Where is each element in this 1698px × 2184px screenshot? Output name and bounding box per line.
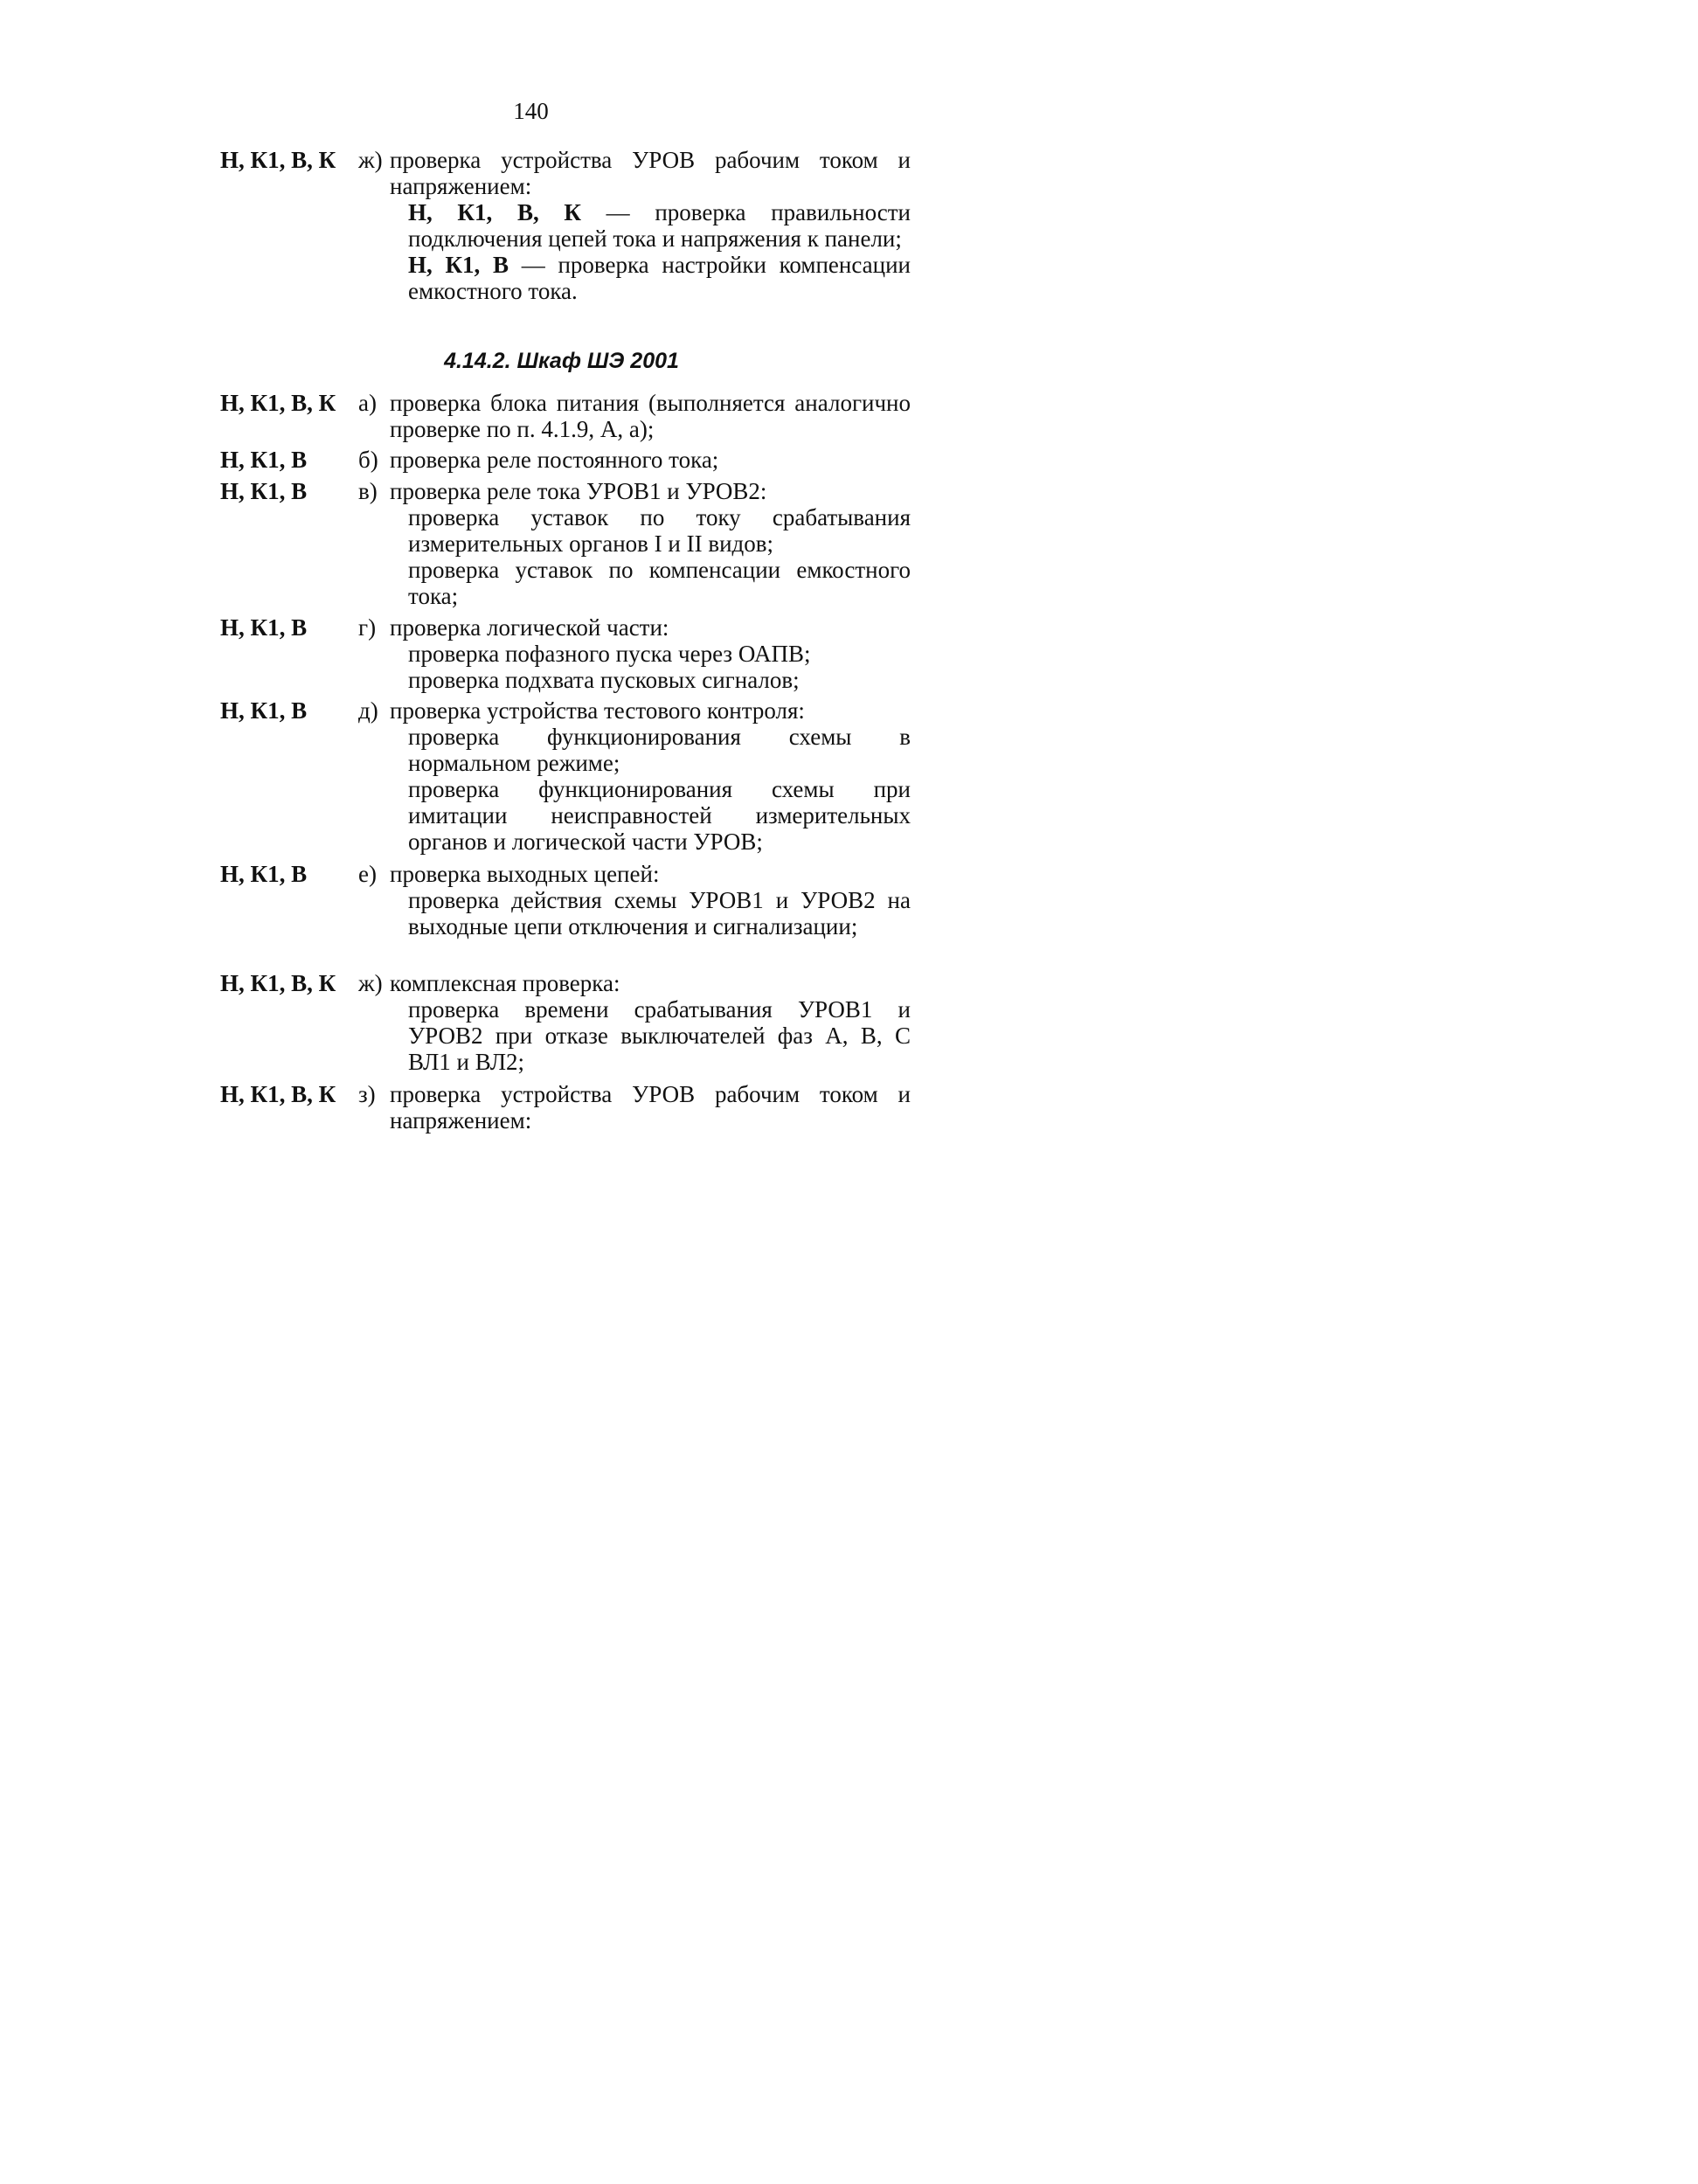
list-item: [220, 447, 911, 473]
entry-letter: г): [358, 614, 377, 641]
entry-text: проверка реле постоянного тока;: [390, 447, 719, 473]
sub-item-text: — проверка настройки компенсации емкостного тока.: [408, 252, 911, 304]
entry-codes: Н, К1, В: [220, 861, 308, 887]
list-item: [220, 861, 911, 939]
list-item: [220, 970, 911, 1075]
entry-letter: ж): [358, 147, 383, 173]
entry-codes: Н, К1, В, К: [220, 1081, 336, 1107]
entry-letter: з): [358, 1081, 376, 1107]
list-item: [220, 697, 911, 855]
entry-codes: Н, К1, В: [220, 447, 308, 473]
sub-item: проверка подхвата пусковых сигналов;: [408, 667, 800, 693]
entry-text: комплексная проверка:: [390, 970, 620, 996]
entry-letter: а): [358, 390, 377, 416]
entry-codes: Н, К1, В: [220, 697, 308, 724]
entry-codes: Н, К1, В, К: [220, 970, 336, 996]
entry-text: проверка устройства тестового контроля:: [390, 697, 805, 724]
list-item: [220, 614, 911, 693]
entry-letter: в): [358, 478, 378, 504]
entry-text: проверка блока питания (выполняется аналогично проверке по п. 4.1.9, А, а);: [390, 390, 911, 442]
list-item: [220, 147, 911, 304]
sub-item: проверка уставок по току срабатывания измерительных органов I и II видов;: [408, 504, 911, 557]
entry-letter: е): [358, 861, 377, 887]
entry-text: проверка логической части:: [390, 614, 669, 641]
entry-codes: Н, К1, В: [220, 478, 308, 504]
sub-item: проверка пофазного пуска через ОАПВ;: [408, 641, 811, 667]
sub-item: проверка функционирования схемы при имитации неисправностей измерительных органов и логической части УРОВ;: [408, 776, 911, 855]
sub-item: проверка уставок по компенсации емкостного тока;: [408, 557, 911, 609]
entry-text: проверка реле тока УРОВ1 и УРОВ2:: [390, 478, 767, 504]
entry-text: проверка устройства УРОВ рабочим током и напряжением:: [390, 147, 911, 199]
entry-codes: Н, К1, В, К: [220, 147, 336, 173]
sub-item: проверка функционирования схемы в нормальном режиме;: [408, 724, 911, 776]
section-heading: 4.14.2. Шкаф ШЭ 2001: [444, 349, 679, 373]
entry-letter: б): [358, 447, 378, 473]
list-item: [220, 390, 911, 442]
sub-item-codes: Н, К1, В: [408, 252, 509, 278]
entry-text: проверка выходных цепей:: [390, 861, 660, 887]
sub-item: проверка действия схемы УРОВ1 и УРОВ2 на выходные цепи отключения и сигнализации;: [408, 887, 911, 939]
sub-item-text: — проверка правильности подключения цепей тока и напряжения к панели;: [408, 199, 911, 252]
document-page: [0, 0, 1062, 1365]
list-item: [220, 478, 911, 609]
entry-codes: Н, К1, В, К: [220, 390, 336, 416]
page-number: 140: [513, 98, 549, 124]
entry-letter: ж): [358, 970, 383, 996]
entry-letter: д): [358, 697, 378, 724]
sub-item: [408, 199, 911, 252]
sub-item-codes: Н, К1, В, К: [408, 199, 581, 225]
sub-item: проверка времени срабатывания УРОВ1 и УРОВ2 при отказе выключателей фаз А, В, С ВЛ1 и ВЛ2;: [408, 996, 911, 1075]
list-item: [220, 1081, 911, 1134]
sub-item: [408, 252, 911, 304]
entry-codes: Н, К1, В: [220, 614, 308, 641]
entry-text: проверка устройства УРОВ рабочим током и напряжением:: [390, 1081, 911, 1134]
